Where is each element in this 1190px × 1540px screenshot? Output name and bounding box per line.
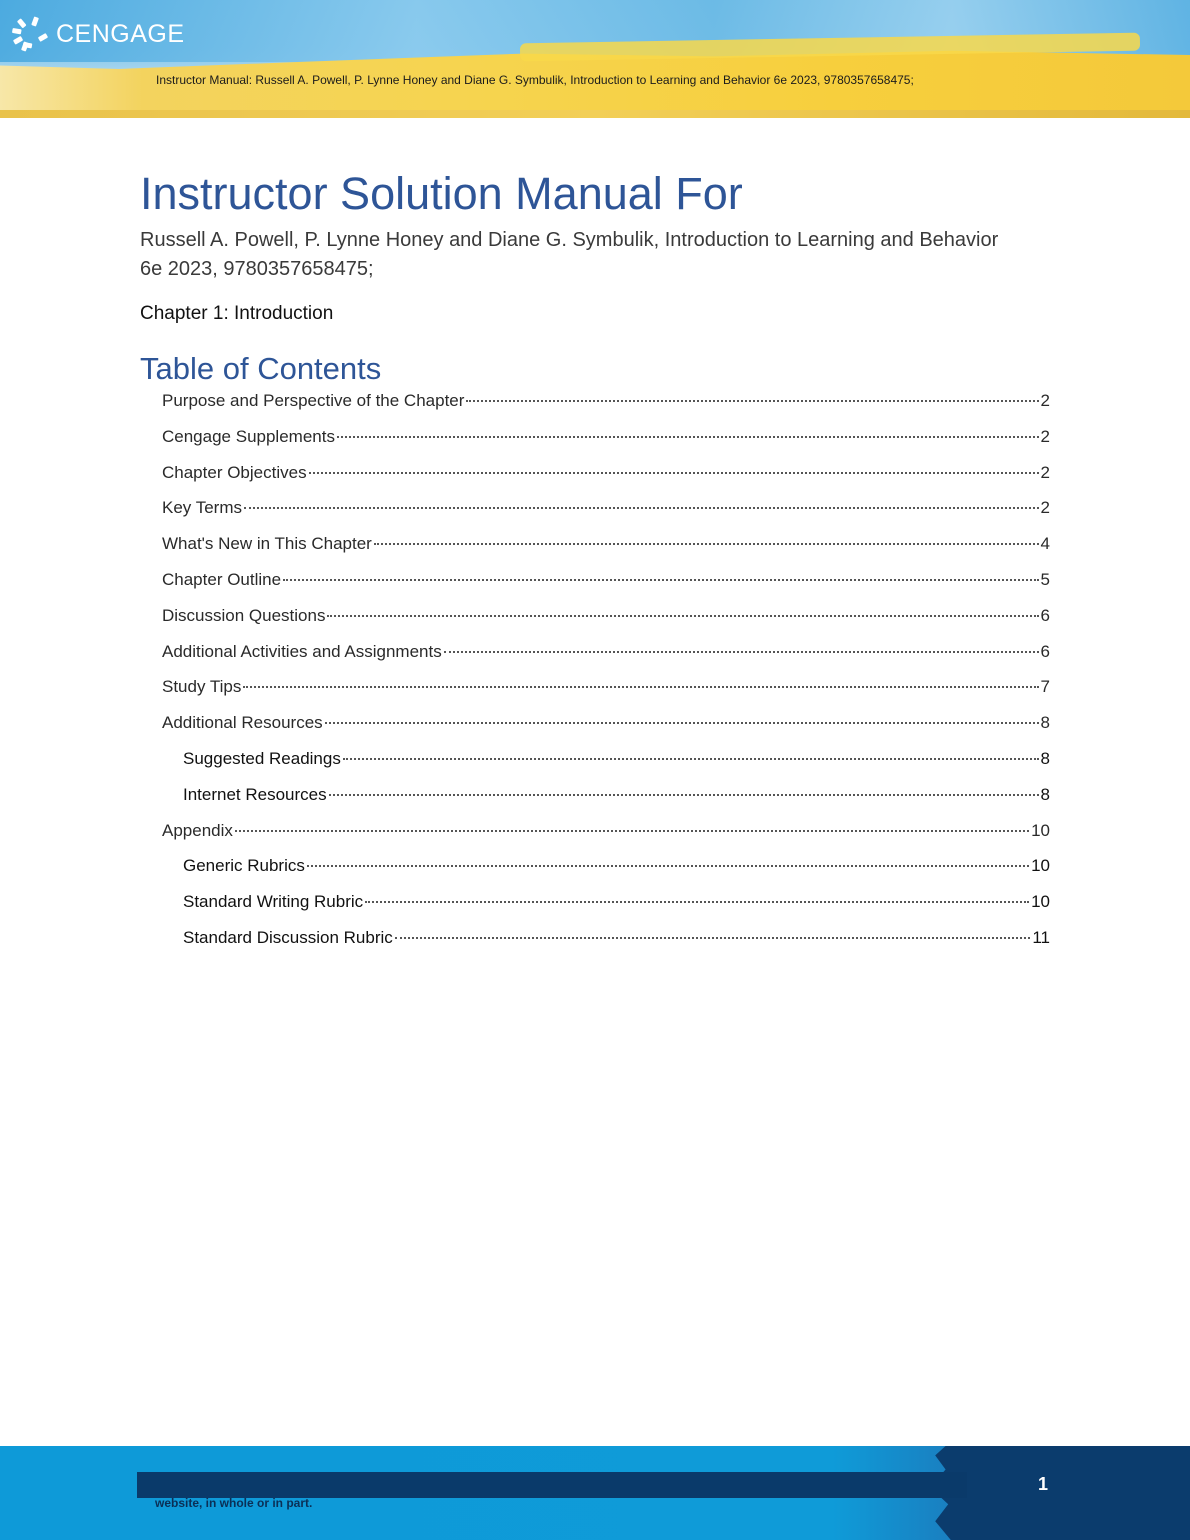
toc-entry-page: 6 <box>1040 641 1050 661</box>
toc-entry[interactable] <box>140 570 1050 606</box>
toc-subentry[interactable] <box>140 856 1050 892</box>
subtitle-line-1: Russell A. Powell, P. Lynne Honey and Diane G. Symbulik, Introduction to Learning and Behavior <box>140 229 999 251</box>
toc-entry-page: 8 <box>1040 784 1050 804</box>
toc-entry-label: Suggested Readings <box>183 748 341 768</box>
toc-entry-page: 2 <box>1040 391 1050 410</box>
toc-leader-dots <box>444 651 1039 653</box>
toc-entry-label: Discussion Questions <box>162 605 326 625</box>
toc-entry[interactable] <box>140 534 1050 570</box>
toc-leader-dots <box>244 507 1039 509</box>
toc-entry-label: Generic Rubrics <box>183 856 305 876</box>
cengage-logo <box>10 14 185 54</box>
chapter-heading: Chapter 1: Introduction <box>140 303 334 324</box>
toc-entry-label: Appendix <box>162 820 233 840</box>
subtitle-line-2: 6e 2023, 9780357658475; <box>140 258 374 280</box>
toc-entry-page: 2 <box>1040 498 1050 518</box>
toc-entry[interactable] <box>140 677 1050 713</box>
toc-entry[interactable] <box>140 391 1050 427</box>
toc-leader-dots <box>327 615 1038 617</box>
logo-wordmark: CENGAGE <box>56 19 185 48</box>
page-content <box>140 166 1050 964</box>
footer-note: website, in whole or in part. <box>155 1496 313 1510</box>
toc-entry-page: 6 <box>1040 605 1050 625</box>
toc-leader-dots <box>466 400 1038 402</box>
toc-entry-label: Internet Resources <box>183 784 327 804</box>
toc-entry-page: 11 <box>1032 927 1050 947</box>
toc-entry-page: 7 <box>1040 677 1050 697</box>
toc-subentry[interactable] <box>140 892 1050 928</box>
toc-entry[interactable] <box>140 463 1050 499</box>
toc-entry[interactable] <box>140 821 1050 857</box>
toc-entry-label: Study Tips <box>162 677 242 697</box>
toc-entry-page: 8 <box>1040 713 1050 733</box>
toc-entry-label: Standard Writing Rubric <box>183 892 364 912</box>
toc-entry[interactable] <box>140 642 1050 678</box>
toc-entry-label: Chapter Objectives <box>162 462 307 482</box>
footer-dark-band <box>137 1472 967 1498</box>
toc-leader-dots <box>337 436 1039 438</box>
toc-leader-dots <box>283 579 1038 581</box>
running-header: Instructor Manual: Russell A. Powell, P. Lynne Honey and Diane G. Symbulik, Introduction to Learning and Behavior 6e 2023, 9780357658475; <box>156 73 914 87</box>
page-number: 1 <box>1038 1474 1049 1494</box>
toc-entry-label: Purpose and Perspective of the Chapter <box>162 391 465 410</box>
toc-leader-dots <box>329 794 1039 796</box>
toc-leader-dots <box>325 722 1039 724</box>
toc-entry[interactable] <box>140 427 1050 463</box>
toc-heading: Table of Contents <box>140 351 382 386</box>
toc-entry-page: 5 <box>1040 569 1050 589</box>
header-banner <box>0 0 1190 118</box>
toc-entry[interactable] <box>140 713 1050 749</box>
toc-entry-page: 2 <box>1040 462 1050 482</box>
cengage-logo-icon <box>10 14 50 54</box>
toc-leader-dots <box>307 865 1029 867</box>
toc-entry-page: 2 <box>1040 426 1050 446</box>
toc-subentry[interactable] <box>140 928 1050 964</box>
toc-entry-page: 8 <box>1040 748 1050 768</box>
toc-leader-dots <box>374 543 1039 545</box>
toc-entry-page: 10 <box>1031 892 1050 912</box>
toc-entry-label: Additional Activities and Assignments <box>162 641 442 661</box>
toc-entry-label: Additional Resources <box>162 713 323 733</box>
toc-leader-dots <box>365 901 1029 903</box>
toc-leader-dots <box>243 686 1038 688</box>
toc-entry-label: Cengage Supplements <box>162 426 335 446</box>
toc-entry-label: Key Terms <box>162 498 242 518</box>
toc-entry-page: 10 <box>1031 856 1050 876</box>
document-subtitle <box>140 226 1050 284</box>
toc-entry[interactable] <box>140 498 1050 534</box>
footer-torn-edge <box>930 1446 1190 1540</box>
toc-leader-dots <box>395 937 1031 939</box>
header-bottom-line <box>0 110 1190 118</box>
toc-subentry[interactable] <box>140 749 1050 785</box>
toc-entry-label: Chapter Outline <box>162 569 282 589</box>
toc-leader-dots <box>235 830 1029 832</box>
toc-leader-dots <box>309 472 1039 474</box>
toc-leader-dots <box>343 758 1039 760</box>
footer-banner <box>0 1446 1190 1540</box>
toc-entry-page: 10 <box>1031 820 1050 840</box>
toc-subentry[interactable] <box>140 785 1050 821</box>
document-title: Instructor Solution Manual For <box>140 168 743 219</box>
toc-entry-label: What's New in This Chapter <box>162 534 372 554</box>
toc-entry-page: 4 <box>1040 534 1050 554</box>
toc-entry-label: Standard Discussion Rubric <box>183 927 393 947</box>
toc-entry[interactable] <box>140 606 1050 642</box>
table-of-contents <box>140 391 1050 964</box>
